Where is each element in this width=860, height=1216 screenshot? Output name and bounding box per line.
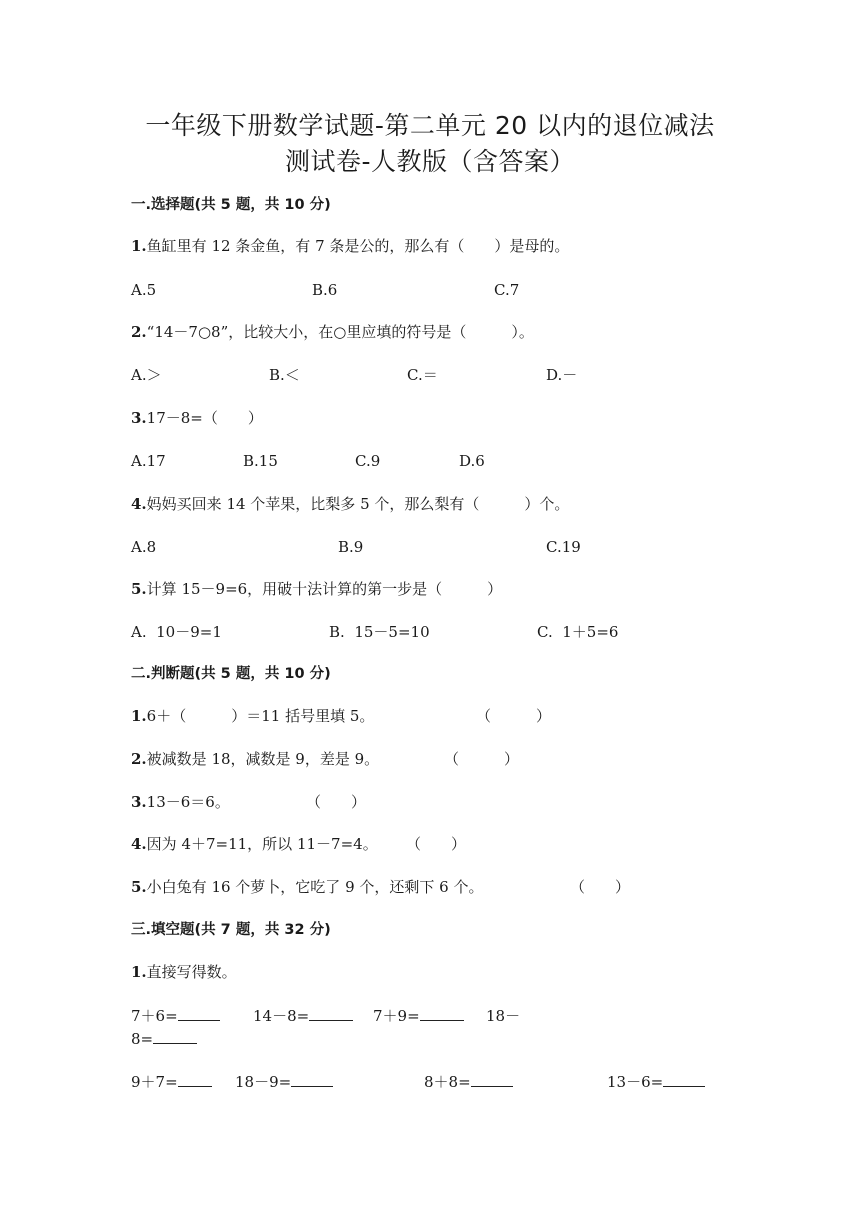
question bbox=[131, 408, 263, 428]
answer-blank[interactable] bbox=[471, 1072, 513, 1087]
question-number: 1. bbox=[131, 237, 147, 255]
question-text: 17－8=（ ） bbox=[146, 409, 263, 427]
question-number: 2. bbox=[131, 323, 147, 341]
answer-blank[interactable] bbox=[663, 1072, 705, 1087]
question-text: 计算 15－9=6，用破十法计算的第一步是（ ） bbox=[146, 580, 503, 598]
question-text: 被减数是 18，减数是 9，差是 9。 bbox=[146, 750, 380, 768]
question-text: 直接写得数。 bbox=[146, 963, 237, 981]
arithmetic-item: 13－6= bbox=[607, 1072, 705, 1092]
option: A.＞ bbox=[131, 366, 162, 384]
option: D.－ bbox=[546, 366, 578, 384]
question-number: 1. bbox=[131, 963, 147, 981]
question-text: 鱼缸里有 12 条金鱼，有 7 条是公的，那么有（ ）是母的。 bbox=[146, 237, 570, 255]
question bbox=[131, 749, 379, 769]
question-number: 5. bbox=[131, 580, 147, 598]
option: B. 15－5=10 bbox=[329, 623, 430, 641]
answer-blank[interactable] bbox=[420, 1006, 464, 1021]
question-number: 4. bbox=[131, 495, 147, 513]
arithmetic-item: 18－ bbox=[486, 1007, 521, 1025]
option: A.8 bbox=[131, 538, 157, 556]
option: D.6 bbox=[459, 452, 485, 470]
question bbox=[131, 706, 374, 726]
option: C.7 bbox=[494, 281, 520, 299]
answer-blank[interactable] bbox=[309, 1006, 353, 1021]
option: A.5 bbox=[131, 281, 157, 299]
option: B.6 bbox=[312, 281, 338, 299]
title-line-2: 测试卷-人教版（含答案） bbox=[284, 147, 576, 176]
option: B.＜ bbox=[269, 366, 300, 384]
answer-parentheses: （ ） bbox=[406, 835, 467, 853]
section-heading-choice: 一.选择题(共 5 题，共 10 分) bbox=[131, 197, 331, 213]
question bbox=[131, 834, 378, 854]
option: C.9 bbox=[355, 452, 381, 470]
option: A.17 bbox=[131, 452, 166, 470]
arithmetic-item: 7＋6= bbox=[131, 1006, 220, 1026]
question bbox=[131, 494, 569, 514]
arithmetic-item: 8＋8= bbox=[424, 1072, 513, 1092]
question-number: 3. bbox=[131, 793, 147, 811]
question-text: 因为 4＋7=11，所以 11－7=4。 bbox=[146, 835, 378, 853]
question-text: 小白兔有 16 个萝卜，它吃了 9 个，还剩下 6 个。 bbox=[146, 878, 484, 896]
question bbox=[131, 322, 534, 342]
question-number: 3. bbox=[131, 409, 147, 427]
question-text: 13－6＝6。 bbox=[146, 793, 230, 811]
arithmetic-item: 18－9= bbox=[235, 1072, 333, 1092]
arithmetic-item: 9＋7= bbox=[131, 1072, 212, 1092]
option: C.19 bbox=[546, 538, 581, 556]
question bbox=[131, 579, 502, 599]
question-number: 5. bbox=[131, 878, 147, 896]
answer-blank[interactable] bbox=[291, 1072, 333, 1087]
question-text: “14－7○8”，比较大小，在○里应填的符号是（ ）。 bbox=[146, 323, 534, 341]
question-text: 6＋（ ）＝11 括号里填 5。 bbox=[146, 707, 375, 725]
question bbox=[131, 962, 237, 982]
question-number: 2. bbox=[131, 750, 147, 768]
option: A. 10－9=1 bbox=[131, 623, 222, 641]
option: B.15 bbox=[243, 452, 278, 470]
question-text: 妈妈买回来 14 个苹果，比梨多 5 个，那么梨有（ ）个。 bbox=[146, 495, 570, 513]
answer-blank[interactable] bbox=[178, 1006, 220, 1021]
option: C. 1＋5=6 bbox=[537, 623, 619, 641]
answer-blank[interactable] bbox=[153, 1029, 197, 1044]
section-heading-judge: 二.判断题(共 5 题，共 10 分) bbox=[131, 666, 331, 682]
arithmetic-item: 14－8= bbox=[253, 1006, 353, 1026]
question bbox=[131, 792, 230, 812]
answer-parentheses: （ ） bbox=[306, 793, 367, 811]
option: B.9 bbox=[338, 538, 364, 556]
answer-parentheses: （ ） bbox=[476, 707, 552, 725]
answer-parentheses: （ ） bbox=[570, 878, 631, 896]
option: C.＝ bbox=[407, 366, 438, 384]
question-number: 1. bbox=[131, 707, 147, 725]
section-heading-fill: 三.填空题(共 7 题，共 32 分) bbox=[131, 922, 331, 938]
answer-parentheses: （ ） bbox=[444, 750, 520, 768]
answer-blank[interactable] bbox=[178, 1072, 212, 1087]
arithmetic-item: 8= bbox=[131, 1029, 197, 1049]
question bbox=[131, 236, 569, 256]
arithmetic-item: 7＋9= bbox=[373, 1006, 464, 1026]
question bbox=[131, 877, 483, 897]
title-line-1: 一年级下册数学试题-第二单元 20 以内的退位减法 bbox=[145, 111, 715, 140]
question-number: 4. bbox=[131, 835, 147, 853]
